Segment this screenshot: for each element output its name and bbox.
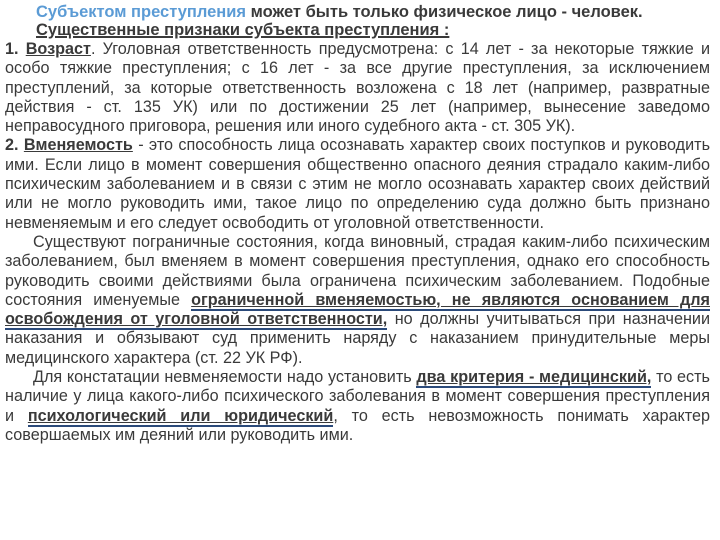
paragraph-text: то есть наличие у лица какого-либо психического заболевания в момент совершения преступления и	[5, 368, 710, 425]
paragraph-borderline	[5, 233, 710, 368]
paragraph-criteria	[5, 368, 710, 445]
subtitle: Существенные признаки субъекта преступления :	[36, 21, 450, 39]
term-sanity: Вменяемость	[23, 136, 133, 155]
emphasis-limited-sanity: ограниченной вменяемостью, не являются основанием для освобождения от уголовной ответственности,	[5, 290, 710, 329]
paragraph-text: но должны учитываться при назначении наказания и обязывают суд применить наряду с наказанием принудительные меры медицинского характера (ст. 22 УК РФ).	[5, 310, 710, 367]
item-number: 2.	[5, 136, 19, 155]
emphasis-medical-criterion: два критерия - медицинский,	[416, 368, 652, 387]
item-text: . Уголовная ответственность предусмотрена: с 14 лет - за некоторые тяжкие и особо тяжкие преступления; с 16 лет - за все другие преступления, за исключением преступлений, за которые ответственность возложена с 18 лет (например, развратные действия - ст. 135 УК) или по достижении 25 лет (например, вынесение заведомо неправосудного приговора, решения или иного судебного акта - ст. 305 УК).	[5, 40, 711, 136]
item-number: 1.	[5, 40, 19, 58]
term-age: Возраст	[25, 40, 91, 58]
paragraph-text: Существуют пограничные состояния, когда виновный, страдая каким-либо психическим заболеванием, был вменяем в момент совершения преступления, однако его способность руководить своими действиями была ограничена психическим заболеванием. Подобные состояния именуемые	[5, 232, 710, 309]
emphasis-psychological-criterion: психологический или юридический	[27, 406, 334, 425]
title-highlight: Субъектом преступления	[36, 3, 247, 21]
paragraph-text: Для констатации невменяемости надо установить	[33, 368, 417, 387]
list-item-age	[5, 40, 710, 136]
list-item-sanity	[5, 136, 710, 232]
item-text: - это способность лица осознавать характер своих поступков и руководить ими. Если лицо в момент совершения общественно опасного деяния страдало каким-либо психическим заболеванием и в связи с этим не могло осознавать характер своих действий или не могло руководить ими, такое лицо по определению суда должно быть признано невменяемым и его следует освободить от уголовной ответственности.	[5, 136, 710, 232]
body-text	[5, 40, 710, 445]
title-rest: может быть только физическое лицо - человек.	[246, 3, 643, 21]
paragraph-text: , то есть невозможность понимать характер совершаемых им деяний или руководить ими.	[5, 406, 710, 444]
